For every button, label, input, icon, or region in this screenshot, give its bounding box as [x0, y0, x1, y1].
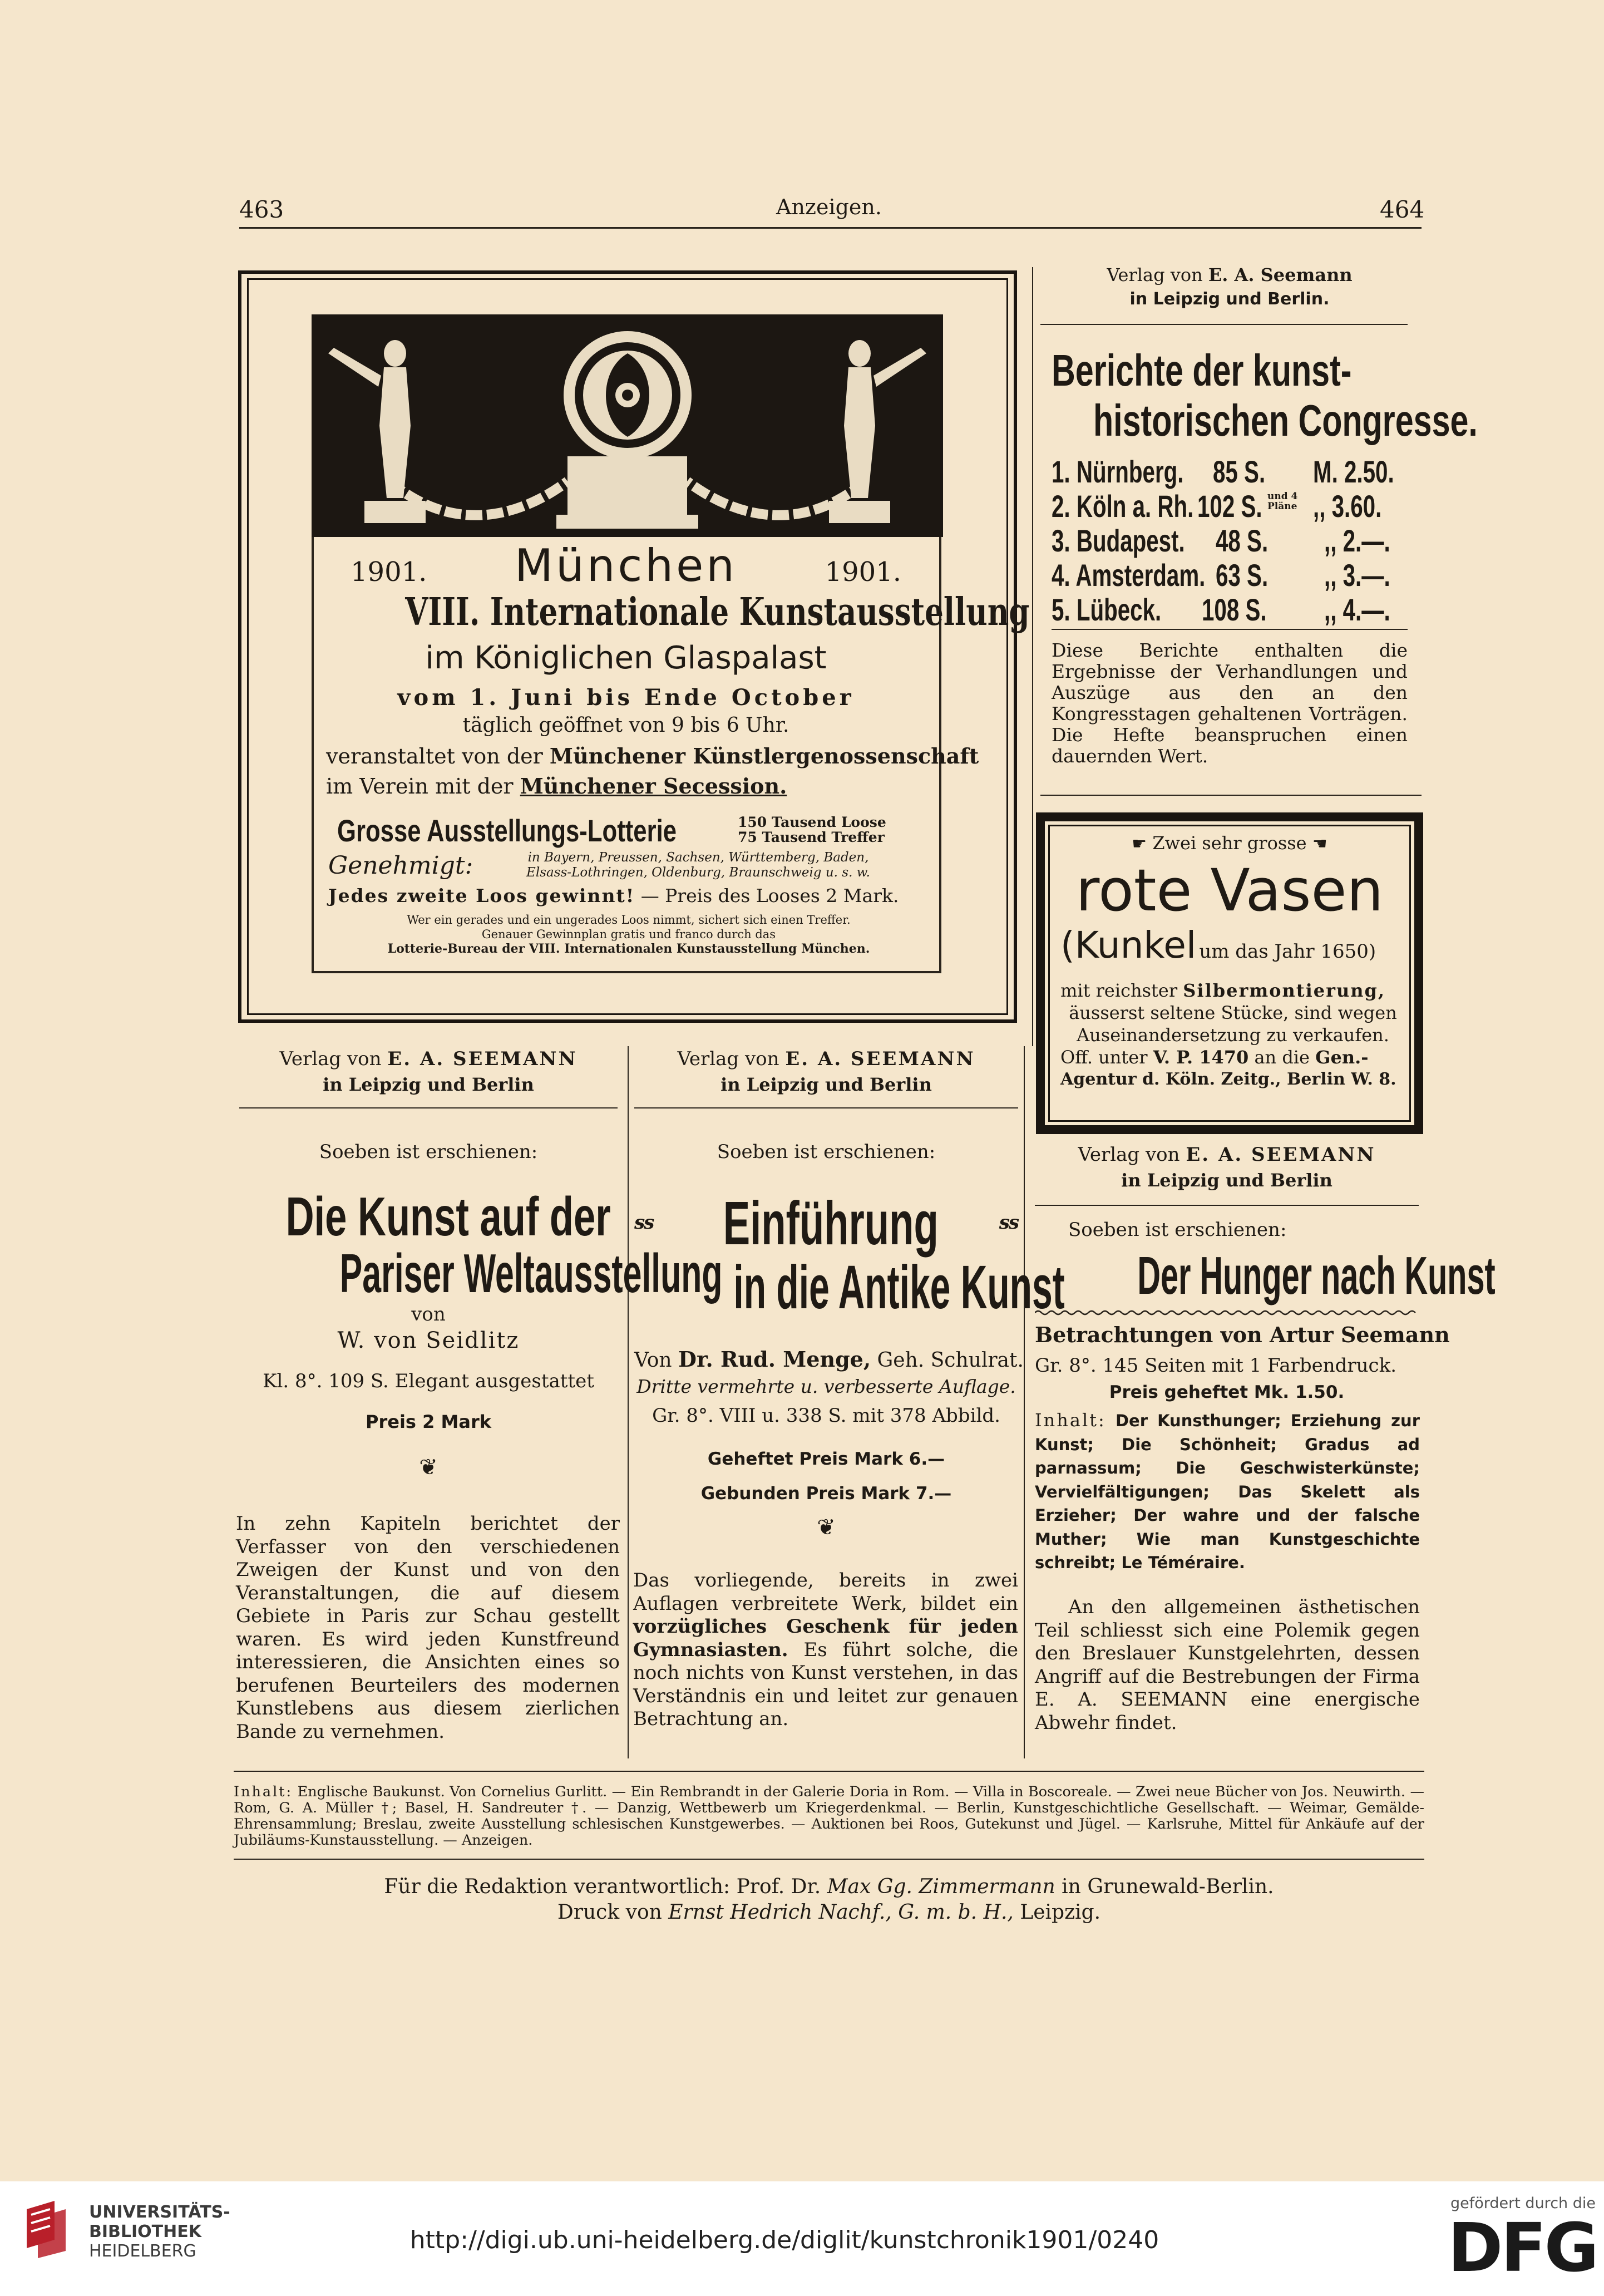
- lottery-count-2: 75 Tausend Treffer: [738, 829, 885, 845]
- hunger-title: Der Hunger nach Kunst: [1137, 1246, 1496, 1305]
- congress-ad-title-1: Berichte der kunst-: [1052, 346, 1352, 395]
- antike-title-1: ss Einführung ss: [634, 1189, 1018, 1258]
- antike-price-1: Geheftet Preis Mark 6.—: [707, 1449, 945, 1469]
- munich-ad-organizer-2: im Verein mit der Münchener Secession.: [326, 773, 787, 799]
- decorative-right-icon: ss: [999, 1211, 1018, 1234]
- antike-price-2: Gebunden Preis Mark 7.—: [700, 1484, 952, 1504]
- congress-item: 2. Köln a. Rh. 102 S. und 4 Pläne ,, 3.60.: [1052, 489, 1382, 524]
- wavy-line-icon: [1035, 1309, 1419, 1316]
- antike-ornament-icon: ❦: [817, 1515, 836, 1540]
- running-title: Anzeigen.: [776, 195, 882, 219]
- congress-item: 4. Amsterdam. 63 S. ,, 3.—.: [1052, 558, 1390, 593]
- pariser-specs: Kl. 8°. 109 S. Elegant ausgestattet: [263, 1370, 594, 1392]
- munich-ad-city-line: [317, 540, 935, 592]
- hunger-wavy-rule: [1035, 1308, 1419, 1314]
- pariser-announce: Soeben ist erschienen:: [319, 1141, 538, 1163]
- right-column-divider: [1032, 267, 1033, 1046]
- munich-ad-win-line: Jedes zweite Loos gewinnt! — Preis des Looses 2 Mark.: [328, 885, 899, 906]
- imprint-line-2: Druck von Ernst Hedrich Nachf., G. m. b. H., Leipzig.: [557, 1901, 1101, 1924]
- column-divider-right: [1024, 1046, 1025, 1758]
- toc-text: Inhalt: Englische Baukunst. Von Cornelius Gurlitt. — Ein Rembrandt in der Galerie Doria in Rom. — Villa in Boscoreale. — Zwei neue Bücher von Jos. Neuwirth. — Rom, G. A. Müller †; Basel, H. Sandreuter †. — Danzig, Wettbewerb um Kriegerdenkmal. — Berlin, Kunstgeschichtliche Gesellschaft. — Weimar, Gemälde-Ehrensammlung; Breslau, zweite Ausstellung schlesischen Kunstgewerbes. — Auktionen bei Roos, Gutekunst und Jügel. — Karlsruhe, Mittel für Ankäufe auf der Jubiläums-Kunstausstellung. — Anzeigen.: [234, 1783, 1424, 1849]
- munich-ad-illustration: [312, 314, 943, 537]
- pariser-ornament-icon: ❦: [419, 1455, 438, 1480]
- congress-ad-rule-mid: [1052, 629, 1408, 630]
- pariser-publisher: Verlag von E. A. SEEMANN in Leipzig und Berlin: [279, 1048, 578, 1095]
- munich-ad-dates: vom 1. Juni bis Ende October: [397, 684, 855, 711]
- header-rule: [239, 227, 1422, 229]
- hunger-announce: Soeben ist erschienen:: [1068, 1219, 1287, 1241]
- antike-description: Das vorliegende, bereits in zwei Auflagen verbreitete Werk, bildet ein vorzügliches Geschenk für jeden Gymnasiasten. Es führt solche, die noch nichts von Kunst verstehen, in das Verständnis ein und leitet zur genauen Betrachtung an.: [633, 1569, 1018, 1730]
- antike-specs: Gr. 8°. VIII u. 338 S. mit 378 Abbild.: [652, 1405, 1000, 1427]
- source-url-link[interactable]: http://digi.ub.uni-heidelberg.de/diglit/kunstchronik1901/0240: [409, 2226, 1159, 2254]
- hunger-contents: Inhalt: Der Kunsthunger; Erziehung zur Kunst; Die Schönheit; Gradus ad parnassum; Die Geschwisterkünste; Vervielfältigungen; Das Skelett als Erzieher; Der wahre und der falsche Muther; Wie man Kunstgeschichte schreibt; Le Téméraire.: [1035, 1410, 1420, 1572]
- vases-ad-subtitle: (Kunkel um das Jahr 1650): [1060, 924, 1376, 967]
- vases-ad-title: rote Vasen: [1075, 856, 1384, 924]
- munich-ad-small-print: Wer ein gerades und ein ungerades Loos nimmt, sichert sich einen Treffer. Genauer Gewinnplan gratis und franco durch das Lotterie-Bureau der VIII. Internationalen Kunstausstellung München.: [387, 913, 870, 956]
- antike-publisher: Verlag von E. A. SEEMANN in Leipzig und Berlin: [677, 1048, 975, 1095]
- year-right: 1901.: [825, 556, 901, 588]
- antike-title-2: in die Antike Kunst: [733, 1253, 1065, 1322]
- hunger-publisher: Verlag von E. A. SEEMANN in Leipzig und Berlin: [1078, 1144, 1376, 1191]
- congress-item: 3. Budapest. 48 S. ,, 2.—.: [1052, 523, 1390, 558]
- antike-announce: Soeben ist erschienen:: [717, 1141, 936, 1163]
- congress-ad-description: Diese Berichte enthalten die Ergebnisse der Verhandlungen und Auszüge aus den an den Kongresstagen gehaltenen Vorträgen. Die Hefte beanspruchen einen dauernden Wert.: [1052, 639, 1408, 767]
- antike-author: Von Dr. Rud. Menge, Geh. Schulrat.: [634, 1347, 1024, 1372]
- vases-ad-body: mit reichster Silbermontierung, äusserst seltene Stücke, sind wegen Auseinandersetzung zu verkaufen. Off. unter V. P. 1470 an die Gen.- Agentur d. Köln. Zeitg., Berlin W. 8.: [1060, 980, 1397, 1089]
- decorative-left-icon: ss: [634, 1211, 654, 1234]
- pariser-rule: [239, 1107, 618, 1108]
- munich-ad-venue: im Königlichen Glaspalast: [425, 640, 827, 676]
- column-divider-left: [628, 1046, 629, 1758]
- city-name: München: [514, 540, 738, 592]
- exhibition-emblem-icon: [312, 314, 943, 537]
- hunger-rule: [1035, 1205, 1419, 1206]
- congress-ad-rule-bottom: [1040, 795, 1422, 796]
- congress-ad-title-2: historischen Congresse.: [1093, 396, 1478, 445]
- imprint-line-1: Für die Redaktion verantwortlich: Prof. Dr. Max Gg. Zimmermann in Grunewald-Berlin.: [384, 1875, 1274, 1898]
- munich-ad-text-left-border: [312, 537, 314, 971]
- page-number-left: 463: [239, 196, 284, 223]
- dfg-logo: DFG: [1447, 2210, 1597, 2287]
- hunger-description: An den allgemeinen ästhetischen Teil schliesst sich eine Polemik gegen den Breslauer Kunstgelehrten, dessen Angriff auf die Bestrebungen der Firma E. A. SEEMANN eine energische Abwehr findet.: [1035, 1596, 1420, 1734]
- congress-item: 5. Lübeck. 108 S. ,, 4.—.: [1052, 592, 1390, 627]
- hunger-price: Preis geheftet Mk. 1.50.: [1109, 1382, 1345, 1402]
- congress-ad-rule-top: [1040, 324, 1408, 325]
- antike-rule: [634, 1107, 1018, 1108]
- vases-ad-intro: ☛ Zwei sehr grosse ☚: [1132, 832, 1327, 854]
- munich-ad-hours: täglich geöffnet von 9 bis 6 Uhr.: [462, 714, 789, 737]
- library-name: UNIVERSITÄTS- BIBLIOTHEK HEIDELBERG: [89, 2203, 230, 2261]
- pariser-title-1: Die Kunst auf der: [285, 1186, 611, 1247]
- pariser-author: W. von Seidlitz: [337, 1328, 520, 1353]
- pointing-hand-left-icon: ☛: [1132, 834, 1147, 854]
- munich-ad-title: VIII. Internationale Kunstausstellung: [405, 590, 1030, 634]
- congress-item: 1. Nürnberg. 85 S. M. 2.50.: [1052, 454, 1394, 489]
- antike-edition: Dritte vermehrte u. verbesserte Auflage.: [636, 1376, 1016, 1397]
- hunger-specs: Gr. 8°. 145 Seiten mit 1 Farbendruck.: [1035, 1354, 1397, 1377]
- munich-ad-organizer-1: veranstaltet von der Münchener Künstlergenossenschaft: [326, 743, 979, 768]
- imprint-rule: [234, 1859, 1424, 1860]
- page-number-right: 464: [1380, 196, 1425, 223]
- congress-ad-publisher: Verlag von E. A. Seemann in Leipzig und Berlin.: [1107, 264, 1353, 309]
- year-left: 1901.: [351, 556, 427, 588]
- library-logo-icon: [16, 2198, 77, 2259]
- lottery-count-1: 150 Tausend Loose: [738, 814, 886, 830]
- pointing-hand-right-icon: ☚: [1312, 834, 1327, 854]
- munich-ad-lottery: Grosse Ausstellungs-Lotterie 150 Tausend Loose 75 Tausend Treffer: [337, 813, 886, 848]
- pariser-price: Preis 2 Mark: [366, 1411, 491, 1432]
- munich-ad-text-bottom-border: [312, 971, 941, 973]
- funded-by-label: gefördert durch die: [1450, 2195, 1596, 2212]
- munich-ad-approved: Genehmigt: in Bayern, Preussen, Sachsen, Württemberg, Baden, Elsass-Lothringen, Oldenburg, Braunschweig u. s. w.: [328, 850, 870, 880]
- pariser-description: In zehn Kapiteln berichtet der Verfasser von den verschiedenen Zweigen der Kunst und von den Veranstaltungen, die auf diesem Gebiete in Paris zur Schau gestellt waren. Es wird jeden Kunstfreund interessieren, die Ansichten eines so berufenen Beurteilers des modernen Kunstlebens aus diesem zierlichen Bande zu vernehmen.: [236, 1512, 620, 1743]
- toc-rule: [234, 1771, 1424, 1772]
- pariser-by: von: [411, 1303, 446, 1326]
- hunger-subtitle: Betrachtungen von Artur Seemann: [1035, 1322, 1450, 1347]
- pariser-title-2: Pariser Weltausstellung: [339, 1243, 723, 1304]
